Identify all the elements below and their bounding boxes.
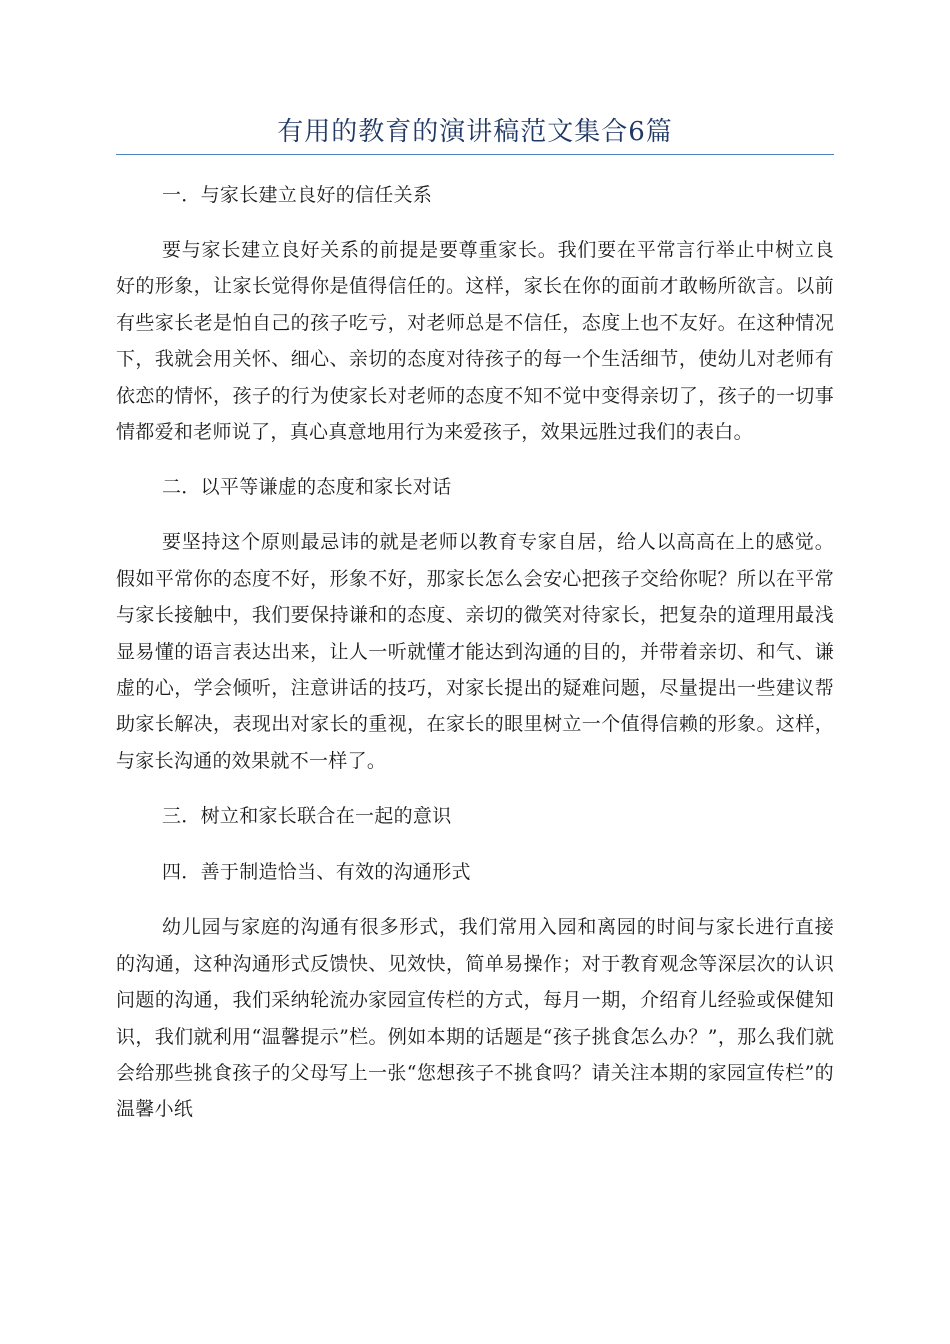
paragraph-3: 幼儿园与家庭的沟通有很多形式，我们常用入园和离园的时间与家长进行直接的沟通，这种沟通形式反馈快、见效快，简单易操作；对于教育观念等深层次的认识问题的沟通，我们采纳轮流办家园宣传栏的方式，每月一期，介绍育儿经验或保健知识，我们就利用“温馨提示”栏。例如本期的话题是“孩子挑食怎么办？”，那么我们就会给那些挑食孩子的父母写上一张“您想孩子不挑食吗？请关注本期的家园宣传栏”的温馨小纸 [116, 916, 834, 1121]
section-heading-4: 四．善于制造恰当、有效的沟通形式 [162, 861, 471, 884]
section-heading-3: 三．树立和家长联合在一起的意识 [162, 805, 452, 828]
section-heading-2: 二．以平等谦虚的态度和家长对话 [162, 476, 452, 499]
paragraph-2: 要坚持这个原则最忌讳的就是老师以教育专家自居，给人以高高在上的感觉。假如平常你的态度不好，形象不好，那家长怎么会安心把孩子交给你呢？所以在平常与家长接触中，我们要保持谦和的态度、亲切的微笑对待家长，把复杂的道理用最浅显易懂的语言表达出来，让人一听就懂才能达到沟通的目的，并带着亲切、和气、谦虚的心，学会倾听，注意讲话的技巧，对家长提出的疑难问题，尽量提出一些建议帮助家长解决，表现出对家长的重视，在家长的眼里树立一个值得信赖的形象。这样，与家长沟通的效果就不一样了。 [116, 531, 834, 772]
section-heading-1: 一．与家长建立良好的信任关系 [162, 184, 433, 206]
title-underline [116, 154, 834, 155]
paragraph-1: 要与家长建立良好关系的前提是要尊重家长。我们要在平常言行举止中树立良好的形象，让家长觉得你是值得信任的。这样，家长在你的面前才敢畅所欲言。以前有些家长老是怕自己的孩子吃亏，对老师总是不信任，态度上也不友好。在这种情况下，我就会用关怀、细心、亲切的态度对待孩子的每一个生活细节，使幼儿对老师有依恋的情怀，孩子的行为使家长对老师的态度不知不觉中变得亲切了，孩子的一切事情都爱和老师说了，真心真意地用行为来爱孩子，效果远胜过我们的表白。 [116, 239, 834, 444]
document-title: 有用的教育的演讲稿范文集合6篇 [277, 117, 673, 147]
document-body [116, 176, 834, 1146]
